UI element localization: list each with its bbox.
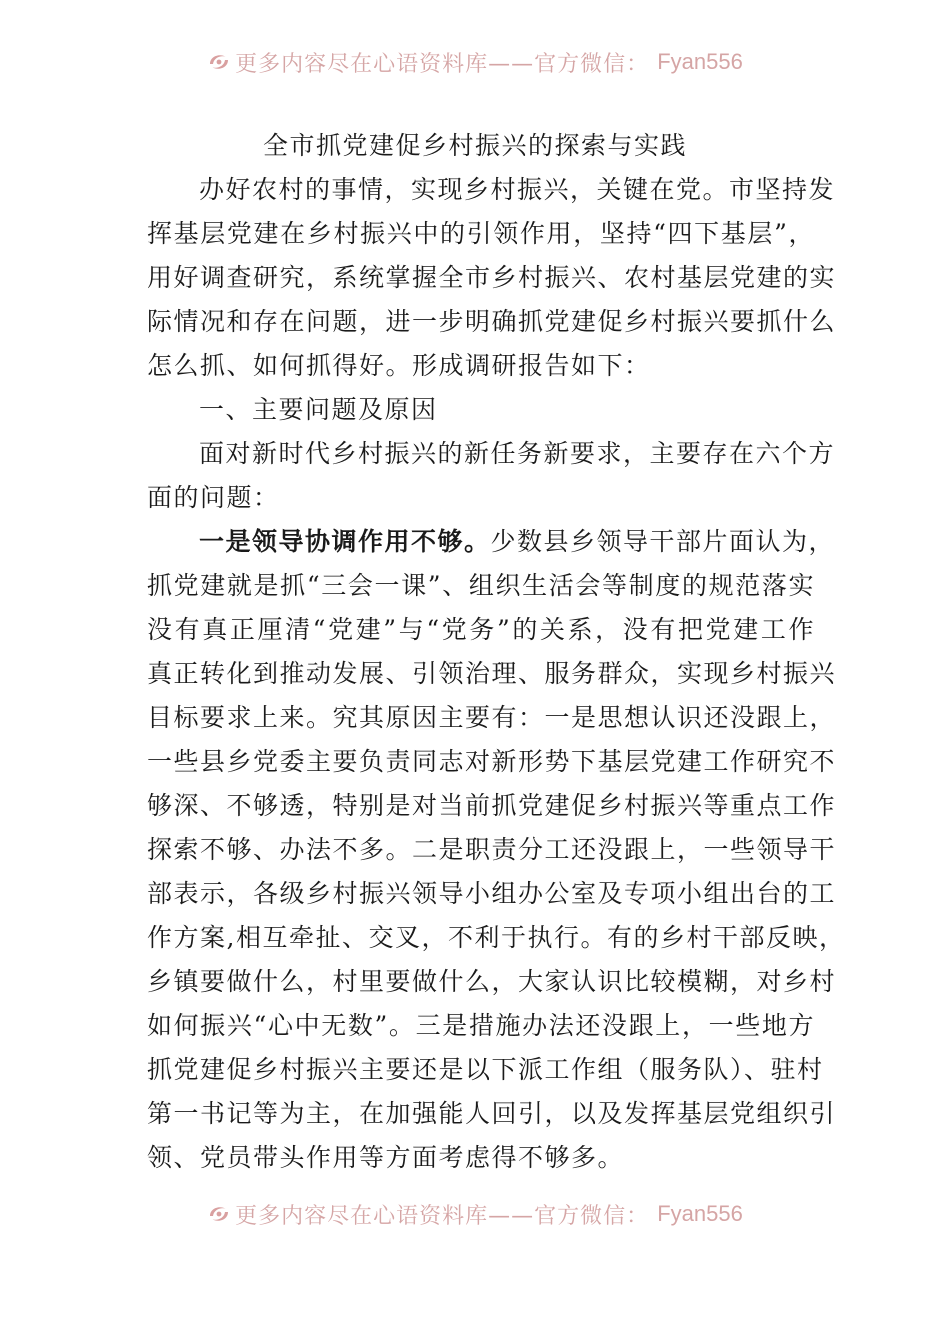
text-line: 面的问题：	[147, 483, 280, 512]
text-line: 面对新时代乡村振兴的新任务新要求，主要存在六个方	[199, 439, 836, 468]
paragraph-lead-bold: 一是领导协调作用不够。	[199, 527, 491, 556]
text-line: 目标要求上来。究其原因主要有：一是思想认识还没跟上，	[147, 703, 837, 732]
text-line: 际情况和存在问题，进一步明确抓党建促乡村振兴要抓什么	[147, 307, 837, 336]
text-line: 真正转化到推动发展、引领治理、服务群众，实现乡村振兴	[147, 659, 837, 688]
document-body	[147, 168, 846, 1180]
watermark-footer	[0, 1204, 950, 1238]
text-line: 乡镇要做什么，村里要做什么，大家认识比较模糊，对乡村	[147, 967, 837, 996]
watermark-id: Fyan556	[657, 1204, 743, 1226]
watermark-id: Fyan556	[657, 52, 743, 74]
brand-logo-icon	[207, 52, 231, 74]
watermark-header	[0, 52, 950, 86]
text-line: 部表示，各级乡村振兴领导小组办公室及专项小组出台的工	[147, 879, 837, 908]
document-title: 全市抓党建促乡村振兴的探索与实践	[262, 131, 687, 160]
text-line: 够深、不够透，特别是对当前抓党建促乡村振兴等重点工作	[147, 791, 837, 820]
text-line: 没有真正厘清“党建”与“党务”的关系，没有把党建工作	[147, 615, 815, 644]
paragraph-lead-rest: 少数县乡领导干部片面认为，	[490, 527, 836, 556]
text-line: 探索不够、办法不多。二是职责分工还没跟上，一些领导干	[147, 835, 837, 864]
text-line: 领、党员带头作用等方面考虑得不够多。	[147, 1143, 625, 1172]
text-line: 抓党建就是抓“三会一课”、组织生活会等制度的规范落实	[147, 571, 815, 600]
text-line: 抓党建促乡村振兴主要还是以下派工作组（服务队）、驻村	[147, 1055, 824, 1084]
brand-logo-icon	[207, 1204, 231, 1226]
text-line: 办好农村的事情，实现乡村振兴，关键在党。市坚持发	[199, 175, 836, 204]
section-heading: 一、主要问题及原因	[199, 395, 438, 424]
text-line: 挥基层党建在乡村振兴中的引领作用，坚持“四下基层”，	[147, 219, 815, 248]
watermark-text: 更多内容尽在心语资料库——官方微信：	[235, 1204, 650, 1229]
text-line: 怎么抓、如何抓得好。形成调研报告如下：	[147, 351, 651, 380]
text-line: 用好调查研究，系统掌握全市乡村振兴、农村基层党建的实	[147, 263, 837, 292]
watermark-text: 更多内容尽在心语资料库——官方微信：	[235, 52, 650, 77]
text-line: 作方案,相互牵扯、交叉，不利于执行。有的乡村干部反映，	[147, 923, 846, 952]
text-line	[147, 520, 836, 564]
text-line: 如何振兴“心中无数”。三是措施办法还没跟上，一些地方	[147, 1011, 815, 1040]
text-line: 一些县乡党委主要负责同志对新形势下基层党建工作研究不	[147, 747, 837, 776]
text-line: 第一书记等为主，在加强能人回引，以及发挥基层党组织引	[147, 1099, 837, 1128]
